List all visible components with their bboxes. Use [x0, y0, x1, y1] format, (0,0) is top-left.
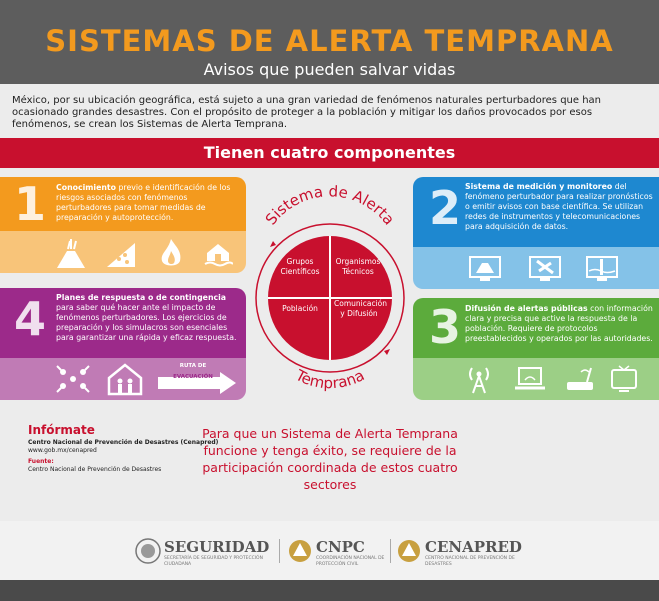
logo-seguridad: SEGURIDAD [164, 538, 270, 556]
source-label: Fuente: [28, 458, 54, 465]
card-text: Sistema de medición y monitoreo del fenómeno perturbador para realizar pronósticos o emitir avisos con base científica. Se utilizan redes de instrumentos y telecomunicaciones para adquisición de datos. [465, 182, 653, 231]
card-number: 1 [14, 177, 47, 231]
flood-house-icon [203, 239, 233, 269]
quadrant-scientific-groups: Grupos Científicos [280, 257, 320, 276]
page-title: SISTEMAS DE ALERTA TEMPRANA [45, 24, 614, 58]
card-public-alerts [413, 298, 659, 400]
card-number: 3 [429, 300, 462, 354]
components-heading: Tienen cuatro componentes [0, 138, 659, 168]
antenna-icon [465, 364, 493, 394]
card-text: Conocimiento previo e identificación de los riesgos asociados con fenómenos perturbadores para tomar medidas de preparación y autoprotección. [56, 183, 231, 222]
alert-system-diagram [246, 185, 413, 400]
quadrant-communication: Comunicación y Difusión [334, 299, 387, 318]
router-icon [563, 366, 597, 392]
logo-cenapred-sub: CENTRO NACIONAL DE PREVENCIÓN DE DESASTRES [425, 556, 515, 567]
informate-title: Infórmate [28, 423, 95, 437]
bottom-bar [0, 580, 659, 601]
closing-message: Para que un Sistema de Alerta Temprana funcione y tenga éxito, se requiere de la participación coordinada de estos cuatro sectores [202, 426, 458, 492]
tv-icon [609, 364, 639, 394]
quadrant-technical-bodies: Organismos Técnicos [335, 257, 381, 276]
card-response-plans [0, 288, 246, 400]
card-text: Planes de respuesta o de contingencia para saber qué hacer ante el impacto de fenómenos perturbadores. Los ejercicios de preparación y los simulacros son esenciales para garantizar una rápida y eficaz respuesta. [56, 293, 237, 342]
page-subtitle: Avisos que pueden salvar vidas [203, 60, 456, 79]
divider [279, 539, 280, 563]
cnpc-emblem-icon [288, 539, 312, 563]
informate-org: Centro Nacional de Prevención de Desastres (Cenapred) [28, 439, 219, 446]
quadrant-population: Población [282, 304, 318, 313]
informate-url[interactable]: www.gob.mx/cenapred [28, 447, 97, 454]
seismograph-icon [468, 255, 502, 283]
tide-gauge-icon [585, 255, 619, 283]
volcano-icon [55, 239, 87, 269]
house-family-icon [105, 362, 145, 396]
card-knowledge [0, 177, 246, 273]
card-monitoring [413, 177, 659, 289]
satellite-icon [528, 255, 562, 283]
fire-icon [158, 237, 184, 269]
arc-title-bottom: Temprana [292, 366, 368, 393]
footer-logos [0, 521, 659, 580]
logo-seguridad-sub: SECRETARÍA DE SEGURIDAD Y PROTECCIÓN CIUDADANA [164, 556, 263, 567]
source-text: Centro Nacional de Prevención de Desastres [28, 466, 162, 473]
cenapred-emblem-icon [397, 539, 421, 563]
arc-title-top: Sistema de Alerta [261, 185, 399, 229]
card-text: Difusión de alertas públicas con información clara y precisa que active la respuesta de la población. Requiere de protocolos preestablecidos y operados por las autoridades. [465, 304, 653, 343]
card-number: 4 [14, 292, 47, 346]
evacuation-route-label: RUTA DE EVACUACIÓN [173, 363, 213, 380]
divider [390, 539, 391, 563]
header [0, 0, 659, 84]
card-number: 2 [429, 181, 462, 235]
laptop-icon [513, 366, 547, 392]
logo-cnpc-sub: COORDINACIÓN NACIONAL DE PROTECCIÓN CIVIL [316, 556, 385, 567]
seal-icon [135, 538, 161, 564]
landslide-icon [105, 237, 137, 269]
logo-cenapred: CENAPRED [425, 538, 522, 556]
logo-cnpc: CNPC [316, 538, 365, 556]
meeting-icon [55, 364, 91, 394]
intro-text: México, por su ubicación geográfica, está sujeto a una gran variedad de fenómenos naturales perturbadores que han ocasionado grandes desastres. Con el propósito de proteger a la población y mitigar los daños provocados por esos fenómenos, se crean los Sistemas de Alerta Temprana. [12, 95, 602, 130]
